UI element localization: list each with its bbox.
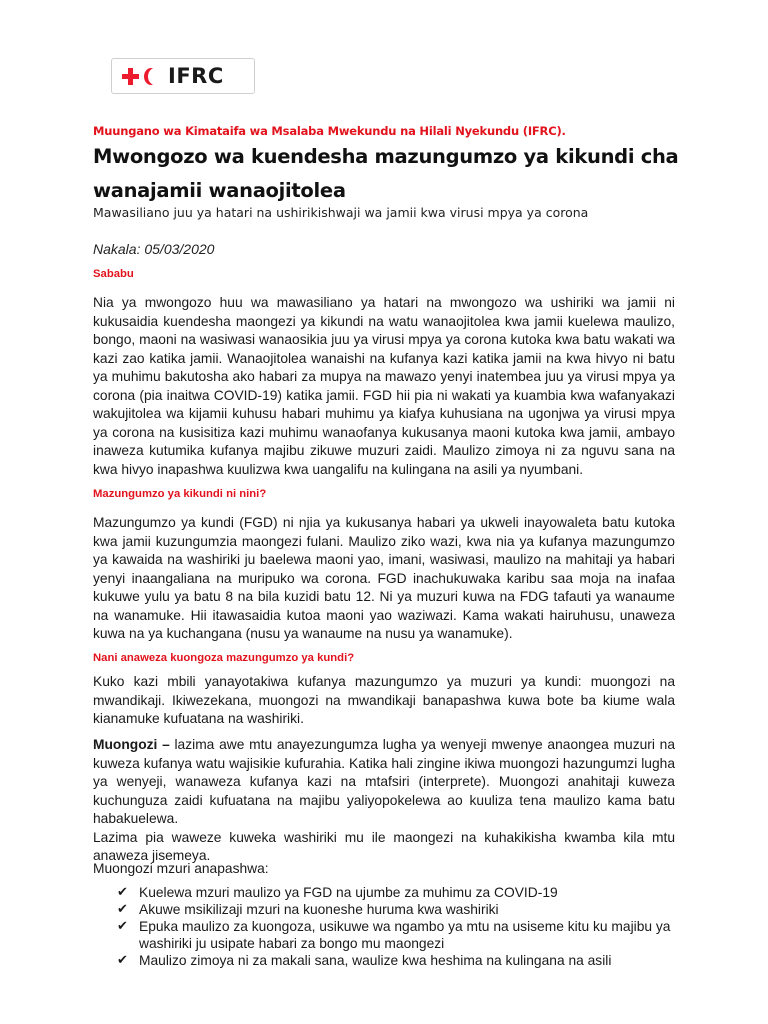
muongozi-checklist [117,884,677,969]
section-heading-nani: Nani anaweza kuongoza mazungumzo ya kundi? [93,652,355,664]
list-item: ✔ Kuelewa mzuri maulizo ya FGD na ujumbe za muhimu za COVID-19 [117,885,558,900]
muongozi-lead: Muongozi – [93,737,170,752]
muongozi-body-2: Lazima pia waweze kuweka washiriki mu ile maongezi na kuhakikisha kwamba kila mtu anaweza jisemeya. [93,829,675,863]
section-body-sababu: Nia ya mwongozo huu wa mawasiliano ya hatari na mwongozo wa ushiriki wa jamii ni kukusaidia kuendesha maongezi ya kikundi na watu wanaojitolea kwa jamii kuelewa maulizo, bongo, maoni na wasiwasi wanaosikia juu ya virusi mpya ya corona kutoka kwa batu wakati wa kazi zao katika jamii. Wanaojitolea wanaishi na kufanya kazi katika jamii na kwa hivyo ni batu ya muhimu bakutosha ako habari za mupya na mawazo yenyi inatembea juu ya virusi mpya ya corona (pia inaitwa COVID-19) katika jamii. FGD hii pia ni wakati ya kuambia kwa wafanyakazi wakujitolea wa kijamii kuhusu habari muhimu ya kiafya kuhusiana na ugonjwa ya virusi mpya ya corona na kusisitiza kazi muhimu wanaofanya kukusanya maoni kutoka kwa jamii, ambayo inaweza kutumika kufanya majibu zikuwe muzuri zaidi. Maulizo zimoya ni za nguvu sana na kwa hivyo inapashwa kuulizwa kwa uangalifu na kulingana na asili ya nyumbani. [93,295,675,477]
checkmark-icon: ✔ [117,885,128,900]
red-cross-icon [122,68,139,85]
document-title: Mwongozo wa kuendesha mazungumzo ya kikundi cha wanajamii wanaojitolea [93,145,679,202]
checkmark-icon: ✔ [117,902,128,917]
list-item: ✔ Akuwe msikilizaji mzuri na kuoneshe huruma kwa washiriki [117,902,499,917]
red-crescent-icon [148,68,162,85]
ifrc-logo [111,58,255,94]
logo-wordmark: IFRC [168,64,224,88]
list-item: ✔ Epuka maulizo za kuongoza, usikuwe wa ngambo ya mtu na usiseme kitu ku majibu ya washiriki ju usipate habari za bongo mu maongezi [117,919,671,951]
section-body-nani: Kuko kazi mbili yanayotakiwa kufanya mazungumzo ya muzuri ya kundi: muongozi na mwandikaji. Ikiwezekana, muongozi na mwandikaji banapashwa kuwa bote ba kiume wala kianamuke kufuatana na washiriki. [93,674,675,726]
document-subtitle: Mawasiliano juu ya hatari na ushirikishwaji wa jamii kwa virusi mpya ya corona [93,205,589,220]
document-date: Nakala: 05/03/2020 [93,241,215,257]
muongozi-body: lazima awe mtu anayezungumza lugha ya wenyeji mwenye anaongea muzuri na kuweza kufanya watu wajisikie kufurahia. Katika hali zingine ikiwa muongozi hazungumzi lugha ya wenyeji, wanaweza kufanya kazi na mtafsiri (interprete). Muongozi anahitaji kuweza kuchunguza zaidi kufuatana na majibu yaliyopokelewa ao kuuliza tena maulizo kama batu habakuelewa. [93,737,675,826]
checkmark-icon: ✔ [117,919,128,934]
checkmark-icon: ✔ [117,953,128,968]
section-heading-fgd: Mazungumzo ya kikundi ni nini? [93,488,267,500]
muongozi-intro: Muongozi mzuri anapashwa: [93,861,269,876]
organization-name: Muungano wa Kimataifa wa Msalaba Mwekundu na Hilali Nyekundu (IFRC). [93,124,566,138]
list-item: ✔ Maulizo zimoya ni za makali sana, waulize kwa heshima na kulingana na asili [117,953,612,968]
section-body-fgd: Mazungumzo ya kundi (FGD) ni njia ya kukusanya habari ya ukweli inayowaleta batu kutoka kwa jamii kuzungumzia maongezi fulani. Maulizo ziko wazi, kwa nia ya kufanya mazungumzo ya kawaida na washiriki ju baelewa maoni yao, imani, wasiwasi, maulizo na mahitaji ya habari yenyi inaangaliana na muripuko wa corona. FGD inachukuwaka karibu saa moja na inafaa kukuwe yulu ya batu 8 na bila kuzidi batu 12. Ni ya muzuri kuwa na FDG tafauti ya wanaume na wanamuke. Hii itawasaidia kutoa maoni yao waziwazi. Kama wakati hairuhusu, unaweza kuwa na ya kuchangana (nusu ya wanaume na nusu ya wanamuke). [93,515,675,641]
section-heading-sababu: Sababu [93,268,134,280]
muongozi-paragraph [93,736,675,866]
